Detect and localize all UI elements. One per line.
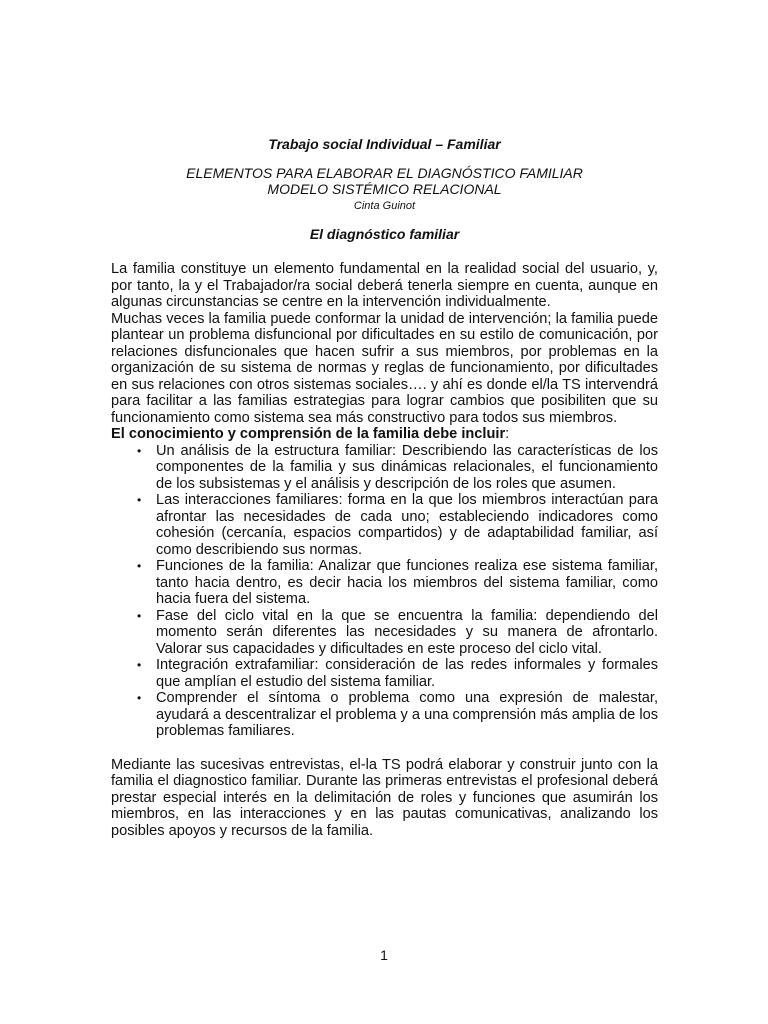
bullet-icon: • (137, 658, 142, 672)
bullet-icon: • (137, 691, 142, 705)
list-item (111, 443, 658, 493)
bullet-icon: • (137, 559, 142, 573)
list-item-text: Las interacciones familiares: forma en la que los miembros interactúan para afrontar las necesidades de cada uno; estableciendo indicadores como cohesión (cercanía, espacios compartidos) y de adaptabilidad familiar, así como describiendo sus normas. (156, 492, 658, 558)
list-item-text: Comprender el síntoma o problema como una expresión de malestar, ayudará a descentralizar el problema y a una comprensión más amplia de los problemas familiares. (156, 690, 658, 739)
document-subtitle (111, 165, 658, 197)
list-item-text: Funciones de la familia: Analizar que funciones realiza ese sistema familiar, tanto hacia dentro, es decir hacia los miembros del sistema familiar, como hacia fuera del sistema. (156, 558, 658, 607)
body-paragraph: Muchas veces la familia puede conformar la unidad de intervención; la familia puede plantear un problema disfuncional por dificultades en su estilo de comunicación, por relaciones disfuncionales que hacen sufrir a sus miembros, por problemas en la organización de su sistema de normas y reglas de funcionamiento, por dificultades en sus relaciones con otros sistemas sociales…. y ahí es donde el/la TS intervendrá para facilitar a las familias estrategias para lograr cambios que posibiliten que su funcionamiento como sistema sea más constructivo para todos sus miembros. (111, 310, 658, 426)
list-item (111, 690, 658, 740)
section-title: El diagnóstico familiar (309, 226, 460, 242)
intro-paragraph: La familia constituye un elemento fundamental en la realidad social del usuario, y, por tanto, la y el Trabajador/ra social deberá tenerla siempre en cuenta, aunque en algunas circunstancias se centre en la intervención individualmente. (111, 261, 658, 310)
list-lead-bold: El conocimiento y comprensión de la familia debe incluir (111, 426, 506, 442)
page-number: 1 (380, 947, 388, 963)
list-item (111, 492, 658, 558)
bullet-icon: • (137, 493, 142, 507)
list-item-text: Integración extrafamiliar: consideración de las redes informales y formales que amplían el estudio del sistema familiar. (156, 657, 658, 690)
author-name: Cinta Guinot (353, 200, 416, 212)
closing-paragraph: Mediante las sucesivas entrevistas, el-la TS podrá elaborar y construir junto con la familia el diagnostico familiar. Durante las primeras entrevistas el profesional deberá prestar especial interés en la delimitación de roles y funciones que asumirán los miembros, en las interacciones y en las pautas comunicativas, analizando los posibles apoyos y recursos de la familia. (111, 756, 658, 839)
list-lead (111, 426, 658, 443)
document-page (111, 126, 658, 839)
subtitle-line-2: MODELO SISTÉMICO RELACIONAL (267, 181, 502, 197)
list-item-text: Fase del ciclo vital en la que se encuentra la familia: dependiendo del momento serán diferentes las necesidades y su manera de afrontarlo. Valorar sus capacidades y dificultades en este proceso del ciclo vital. (156, 607, 658, 657)
bullet-list (111, 443, 658, 740)
list-item (111, 608, 658, 658)
list-item-text: Un análisis de la estructura familiar: Describiendo las características de los componentes de la familia y sus dinámicas relacionales, el funcionamiento de los subsistemas y el análisis y descripción de los roles que asumen. (156, 442, 658, 492)
list-item (111, 558, 658, 608)
bullet-icon: • (137, 443, 142, 458)
subtitle-line-1: ELEMENTOS PARA ELABORAR EL DIAGNÓSTICO FAMILIAR (186, 165, 583, 181)
list-item (111, 657, 658, 690)
bullet-icon: • (137, 608, 142, 623)
course-title: Trabajo social Individual – Familiar (268, 136, 501, 152)
list-lead-colon: : (505, 426, 510, 442)
